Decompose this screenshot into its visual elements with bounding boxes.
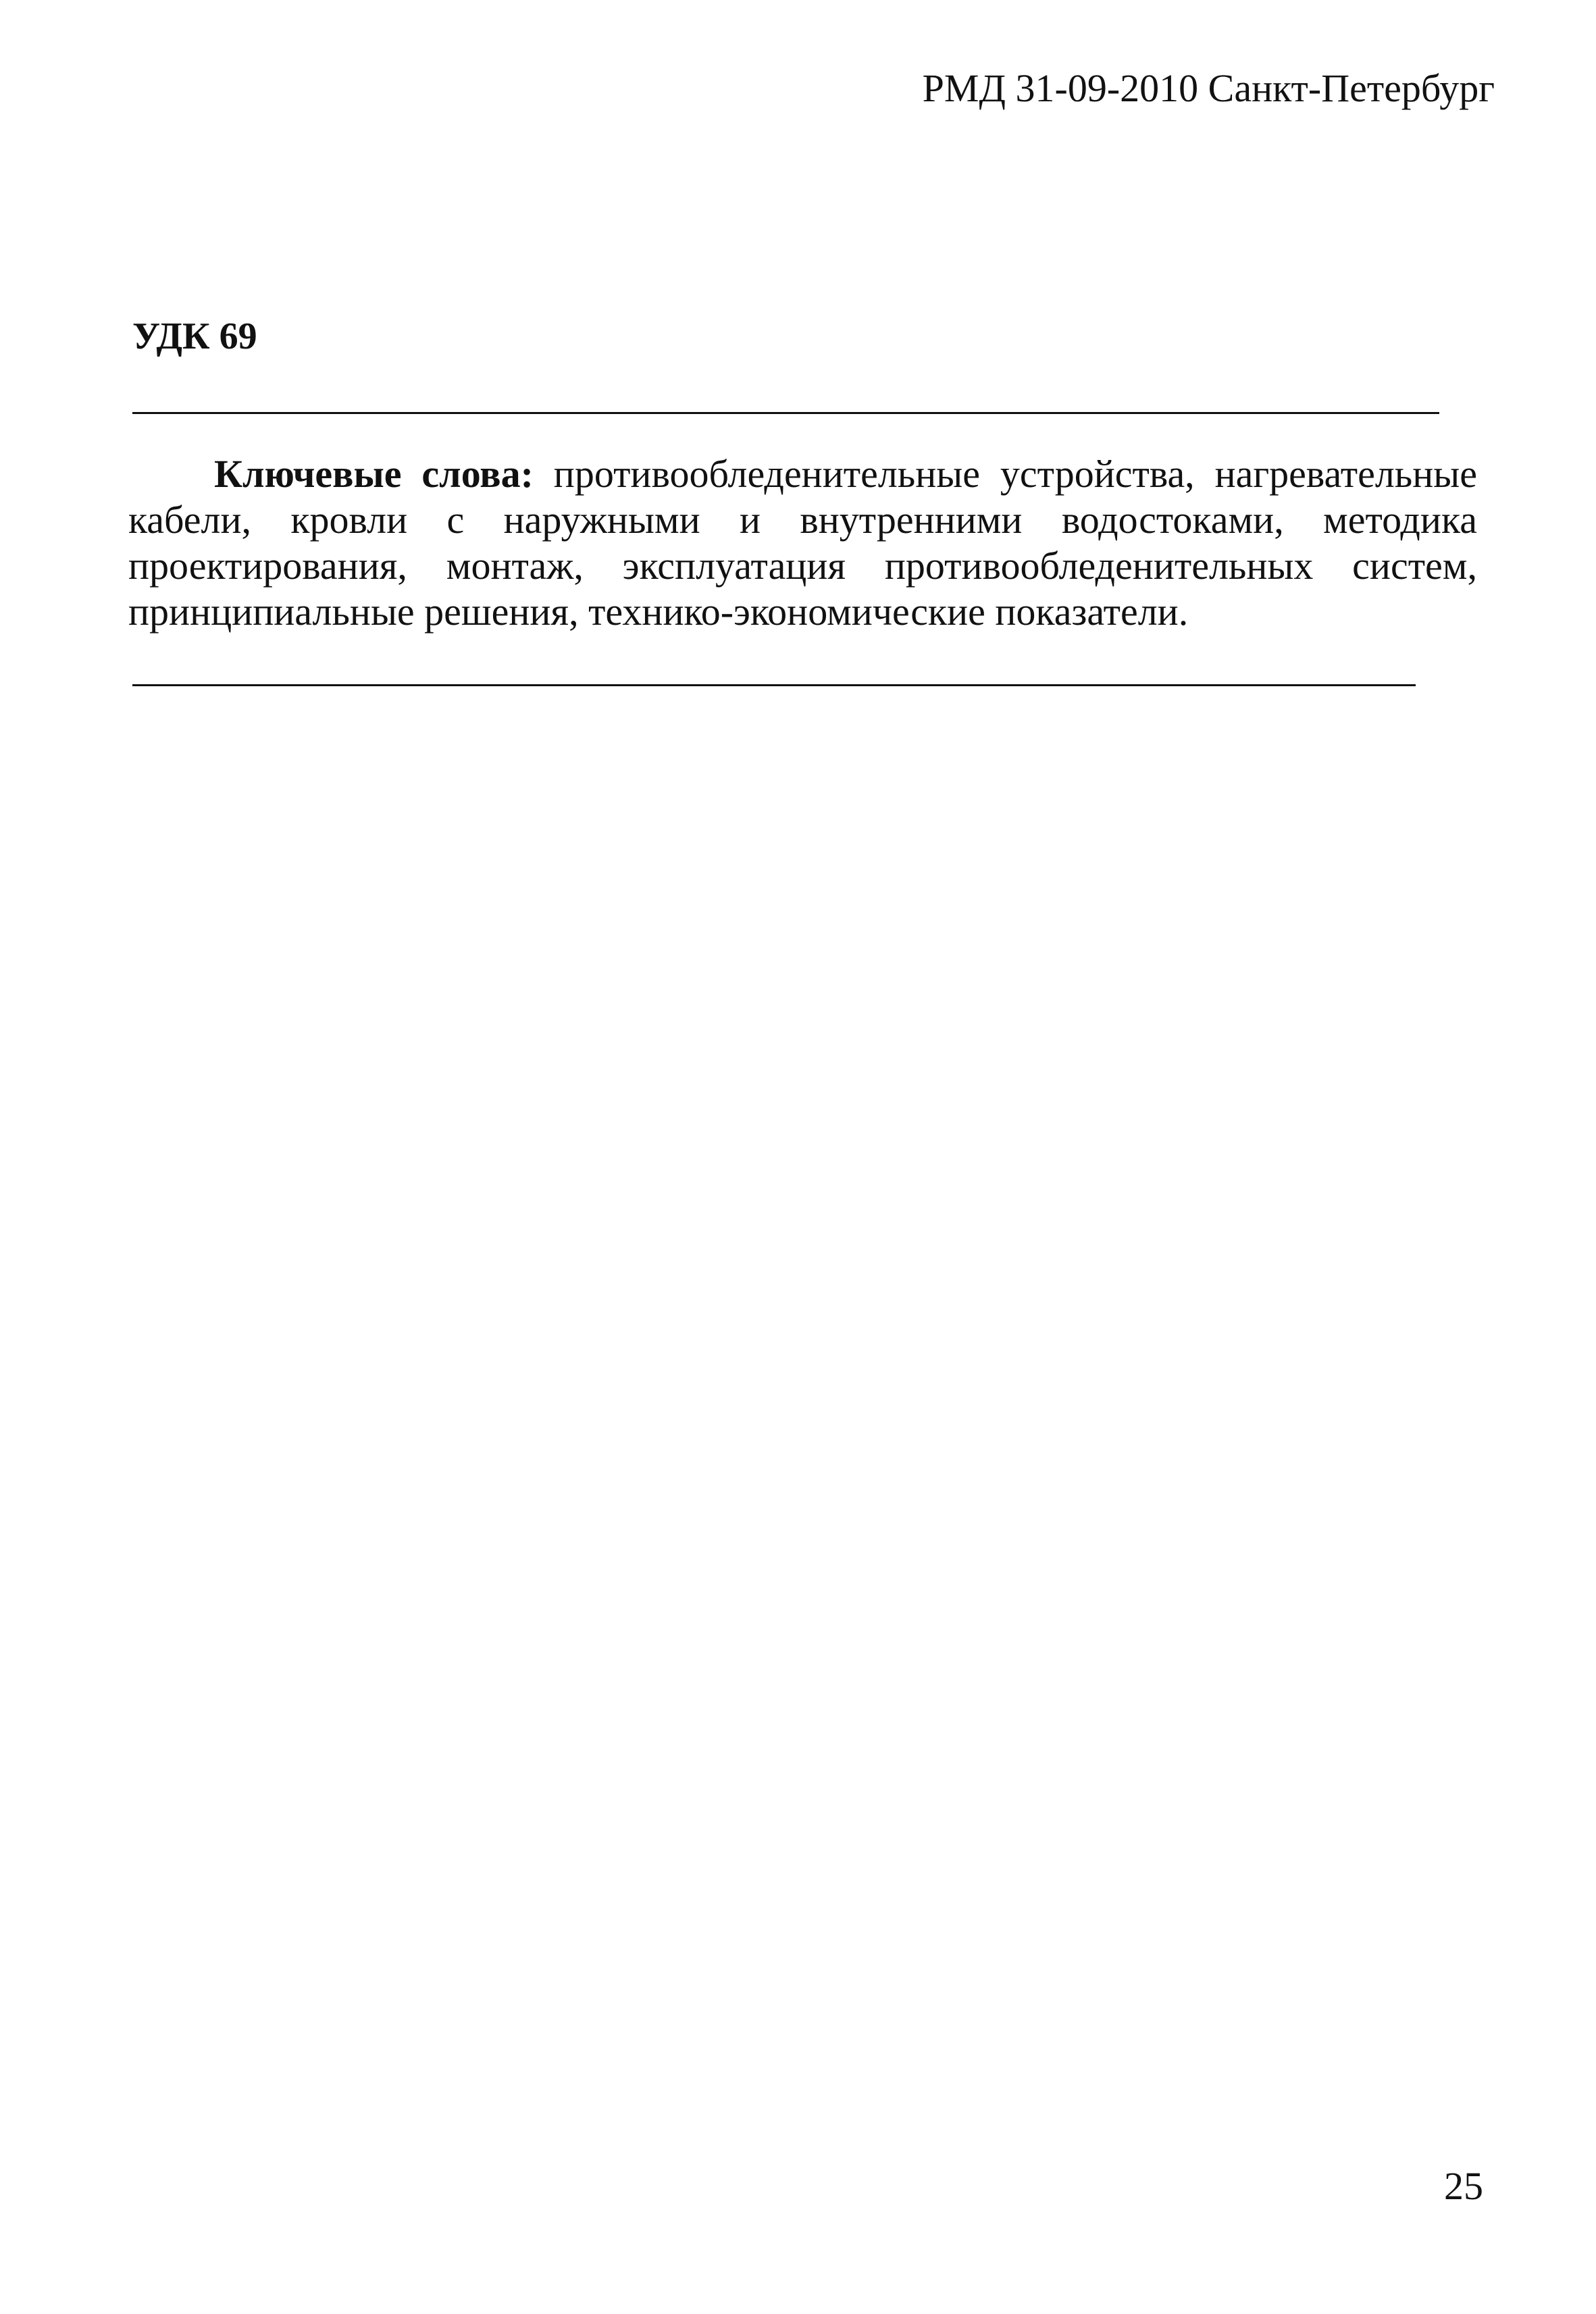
udc-code: УДК 69	[132, 315, 257, 357]
top-divider	[132, 412, 1439, 414]
keywords-label: Ключевые слова:	[214, 452, 534, 496]
keywords-paragraph	[128, 451, 1477, 635]
keywords-text: противообледенительные устройства, нагревательные кабели, кровли с наружными и внутренними водостоками, методика проектирования, монтаж, эксплуатация противообледенительных систем, принципиальные решения, технико-экономические показатели.	[128, 452, 1477, 634]
running-header: РМД 31-09-2010 Санкт-Петербург	[922, 66, 1495, 110]
page-number: 25	[1444, 2164, 1483, 2208]
bottom-divider	[132, 684, 1416, 686]
